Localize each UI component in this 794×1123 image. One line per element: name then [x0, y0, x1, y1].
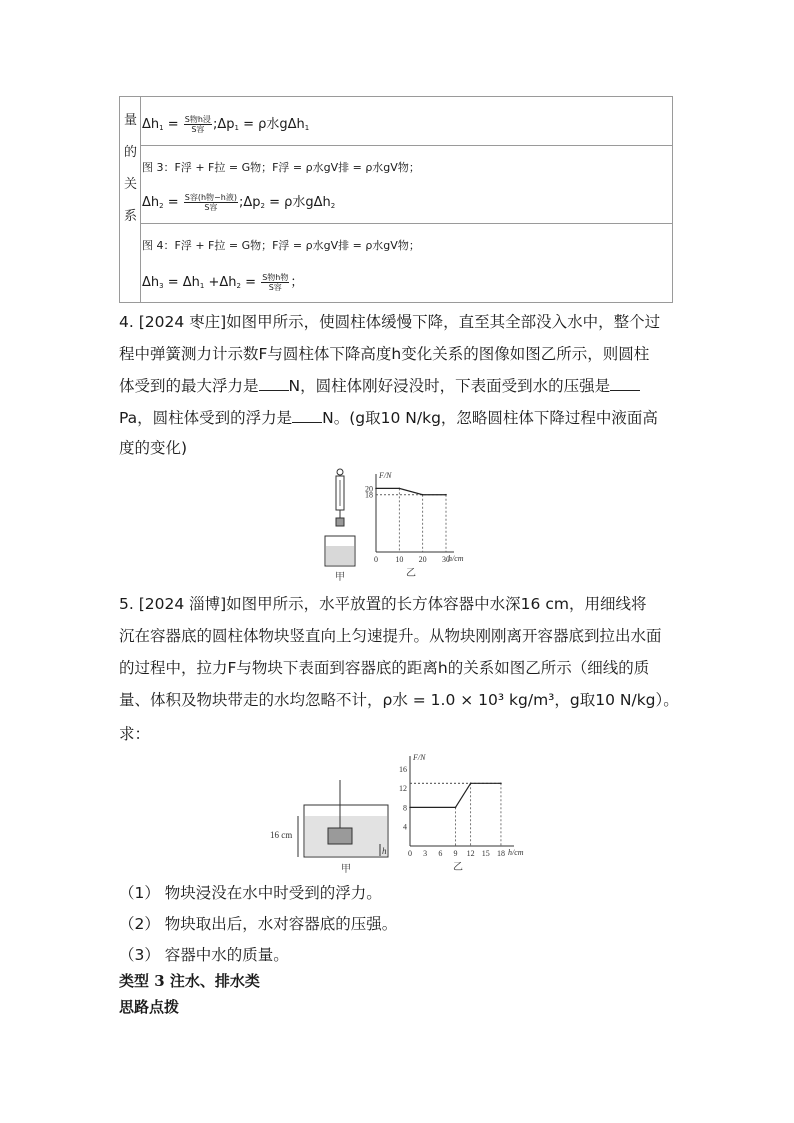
q5-subquestion: （3） 容器中水的质量。 — [119, 946, 289, 964]
q5-line: 5. [2024 淄博]如图甲所示，水平放置的长方体容器中水深16 cm，用细线将 — [119, 595, 647, 613]
x-tick-label: 18 — [496, 849, 505, 858]
figure-caption: 乙 — [406, 568, 416, 579]
q5-figure-caption: 甲 — [341, 864, 351, 875]
section-subtitle: 思路点拨 — [119, 998, 180, 1016]
q5-container-figure — [268, 760, 398, 878]
label-char: 关 — [124, 177, 138, 192]
series-line — [376, 488, 446, 494]
formula-row2-line2: $\Delta h_2$ = $\frac{\text{S容(h物−h液)}}{\text{S容}}$ $;\Delta p_2 = \rho$水gΔh$_2$ — [142, 193, 336, 212]
y-tick-label: 12 — [399, 784, 407, 794]
formula-row1: $\Delta h_1$ = $\frac{\text{S物h浸}}{\text{S容}}$ $;\Delta p_1 = \rho$水gΔh$_1$ — [142, 115, 310, 134]
data-point — [375, 488, 377, 490]
x-tick-label: 10 — [395, 555, 404, 564]
x-axis-label: h/cm — [508, 848, 524, 857]
x-tick-label: 6 — [438, 849, 443, 858]
x-tick-label: 15 — [481, 849, 490, 858]
x-tick-label: 0 — [408, 849, 412, 858]
table-row — [140, 223, 672, 303]
q4-line: 体受到的最大浮力是 N，圆柱体刚好浸没时，下表面受到水的压强是 — [119, 374, 640, 396]
answer-blank[interactable] — [259, 376, 289, 391]
table-row — [140, 145, 672, 224]
x-tick-label: 3 — [423, 849, 428, 858]
y-tick-label: 4 — [403, 822, 407, 832]
x-tick-label: 9 — [453, 849, 458, 858]
data-point — [455, 807, 457, 809]
formula-row3-line1: 图 4：F浮 + F拉 = G物；F浮 = ρ水gV排 = ρ水gV物； — [142, 239, 420, 252]
y-tick-label: 8 — [403, 803, 407, 813]
q5-line: 沉在容器底的圆柱体物块竖直向上匀速提升。从物块刚刚离开容器底到拉出水面 — [119, 627, 662, 645]
q4-line: Pa，圆柱体受到的浮力是 N。(g取10 N/kg，忽略圆柱体下降过程中液面高 — [119, 409, 658, 427]
data-point — [409, 807, 411, 809]
y-axis-label: F/N — [413, 753, 426, 762]
relation-table — [119, 96, 673, 303]
q4-force-chart — [362, 466, 482, 586]
q4-figure-caption: 甲 — [335, 572, 345, 583]
data-point — [445, 494, 447, 496]
y-tick-label: 20 — [365, 484, 373, 494]
y-tick-label: 16 — [399, 764, 407, 774]
q4-apparatus-figure — [320, 466, 360, 586]
section-title: 类型 3 注水、排水类 — [119, 972, 260, 990]
q5-subquestion: （1） 物块浸没在水中时受到的浮力。 — [119, 884, 382, 902]
data-point — [470, 782, 472, 784]
answer-blank[interactable] — [610, 376, 640, 391]
x-axis-label: h/cm — [448, 554, 464, 563]
figure-caption: 乙 — [453, 862, 463, 873]
label-char: 量 — [124, 113, 138, 128]
x-tick-label: 20 — [418, 555, 427, 564]
answer-blank[interactable] — [292, 408, 322, 423]
formula-row2-line1: 图 3：F浮 + F拉 = G物；F浮 = ρ水gV排 = ρ水gV物； — [142, 161, 420, 174]
q5-force-chart — [398, 750, 528, 878]
q4-line: 程中弹簧测力计示数F与圆柱体下降高度h变化关系的图像如图乙所示，则圆柱 — [119, 345, 650, 363]
table-row — [140, 97, 672, 146]
y-tick-label: 18 — [365, 490, 373, 500]
formula-row3-line2: $\Delta h_3 = \Delta h_1 +\Delta h_2$ = $\frac{\text{S物h物}}{\text{S容}}$ ； — [142, 273, 304, 292]
table-label-column — [120, 97, 141, 302]
q4-line: 度的变化) — [119, 439, 188, 457]
data-point — [500, 782, 502, 784]
y-axis-label: F/N — [379, 471, 392, 480]
depth-label: 16 cm — [270, 830, 293, 840]
q4-line: 4. [2024 枣庄]如图甲所示，使圆柱体缓慢下降，直至其全部没入水中，整个过 — [119, 313, 661, 331]
q5-line: 量、体积及物块带走的水均忽略不计，ρ水 = 1.0 × 10³ kg/m³，g取10 N/kg）。 — [119, 691, 679, 709]
label-char: 系 — [124, 209, 138, 224]
series-line — [410, 783, 501, 807]
data-point — [422, 494, 424, 496]
x-tick-label: 30 — [442, 555, 450, 564]
data-point — [399, 488, 401, 490]
q5-line: 求： — [119, 725, 151, 743]
q5-line: 的过程中，拉力F与物块下表面到容器底的距离h的关系如图乙所示（细线的质 — [119, 659, 650, 677]
x-tick-label: 0 — [374, 555, 378, 564]
h-label: h — [382, 846, 387, 856]
x-tick-label: 12 — [466, 849, 475, 858]
label-char: 的 — [124, 145, 138, 160]
q5-subquestion: （2） 物块取出后，水对容器底的压强。 — [119, 915, 398, 933]
